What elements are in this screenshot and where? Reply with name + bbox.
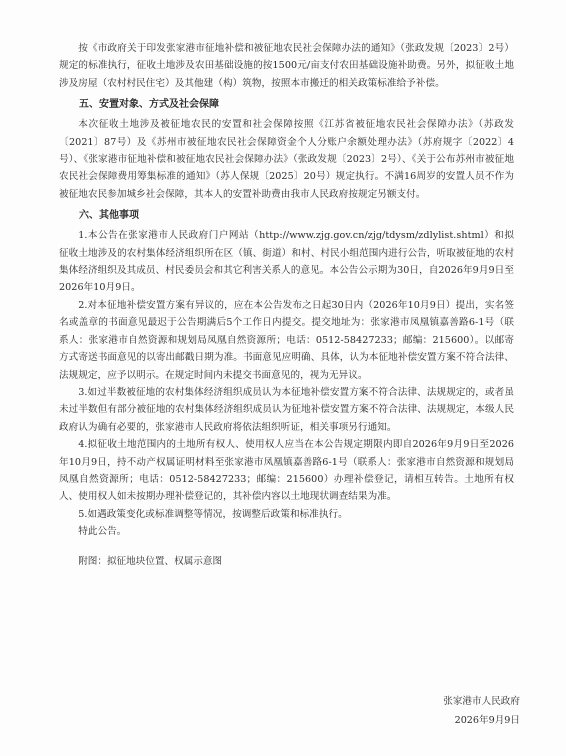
section-six-item-5: 5.如遇政策变化或标准调整等情况，按调整后政策和标准执行。 (78, 508, 348, 520)
attachment-note: 附图：拟征地块位置、权属示意图 (78, 555, 223, 567)
document-body (59, 40, 514, 570)
closing-statement: 特此公告。 (78, 526, 127, 538)
issue-date: 2026年9月9日 (454, 715, 520, 726)
intro-paragraph: 按《市政府关于印发张家港市征地补偿和被征地农民社会保障办法的通知》（张政发规〔2023〕2号）规定的标准执行，征收土地涉及农田基础设施的按1500元/亩支付农田基础设施补助费。另外，拟征收土地涉及房屋（农村村民住宅）及其他建（构）筑物，按照本市搬迁的相关政策标准给予补偿。 (59, 43, 514, 89)
issuer-name: 张家港市人民政府 (443, 696, 520, 707)
spacer (59, 541, 514, 553)
section-six-item-1: 1.本公告在张家港市人民政府门户网站（http://www.zjg.gov.cn/zjg/tdysm/zdlylist.shtml）和拟征收土地涉及的农村集体经济组织所在区（镇、街道）和村、村民小组范围内进行公告，听取被征地的农村集体经济组织及其成员、村民委员会和其它利害关系人的意见。本公告公示期为30日，自2026年9月9日至2026年10月9日。 (59, 230, 514, 294)
section-six-item-2: 2.对本征地补偿安置方案有异议的，应在本公告发布之日起30日内（2026年10月9日）提出，实名签名或盖章的书面意见最迟于公告期满后5个工作日内提交。提交地址为：张家港市凤凰镇嘉善路6-1号（联系人：张家港市自然资源和规划局凤凰自然资源所；电话：0512-58427233；邮编：215600）。以邮寄方式寄送书面意见的以寄出邮戳日期为准。书面意见应明确、具体，认为本征地补偿安置方案不符合法律、法规规定，应予以明示。在规定时间内未提交书面意见的，视为无异议。 (59, 299, 514, 381)
section-six-item-3: 3.如过半数被征地的农村集体经济组织成员认为本征地补偿安置方案不符合法律、法规规定的，或者虽未过半数但有部分被征地的农村集体经济组织成员认为征地补偿安置方案不符合法律、法规规定，本级人民政府认为确有必要的，张家港市人民政府将依法组织听证，相关事项另行通知。 (59, 386, 514, 433)
section-five-heading: 五、安置对象、方式及社会保障 (79, 99, 219, 111)
section-five-paragraph: 本次征收土地涉及被征地农民的安置和社会保障按照《江苏省被征地农民社会保障办法》（苏政发〔2021〕87号）及《苏州市被征地农民社会保障资金个人分账户余额处理办法》（苏府规字〔2022〕4号）、《张家港市征地补偿和被征地农民社会保障办法》（张政发规〔2023〕2号）、《关于公布苏州市被征地农民社会保障费用筹集标准的通知》（苏人保规〔2025〕20号）规定执行。不满16周岁的安置人员不作为被征地农民参加城乡社会保障，其本人的安置补助费由我市人民政府按规定另额支付。 (59, 119, 514, 200)
section-six-heading: 六、其他事项 (79, 210, 139, 222)
section-six-item-4: 4.拟征收土地范围内的土地所有权人、使用权人应当在本公告规定期限内即自2026年9月9日至2026年10月9日，持不动产权属证明材料至张家港市凤凰镇嘉善路6-1号（联系人：张家港市自然资源和规划局凤凰自然资源所；电话：0512-58427233；邮编：215600）办理补偿登记，请相互转告。土地所有权人、使用权人如未按期办理补偿登记的，其补偿内容以土地现状调查结果为准。 (59, 439, 514, 503)
signature-block (443, 692, 520, 730)
